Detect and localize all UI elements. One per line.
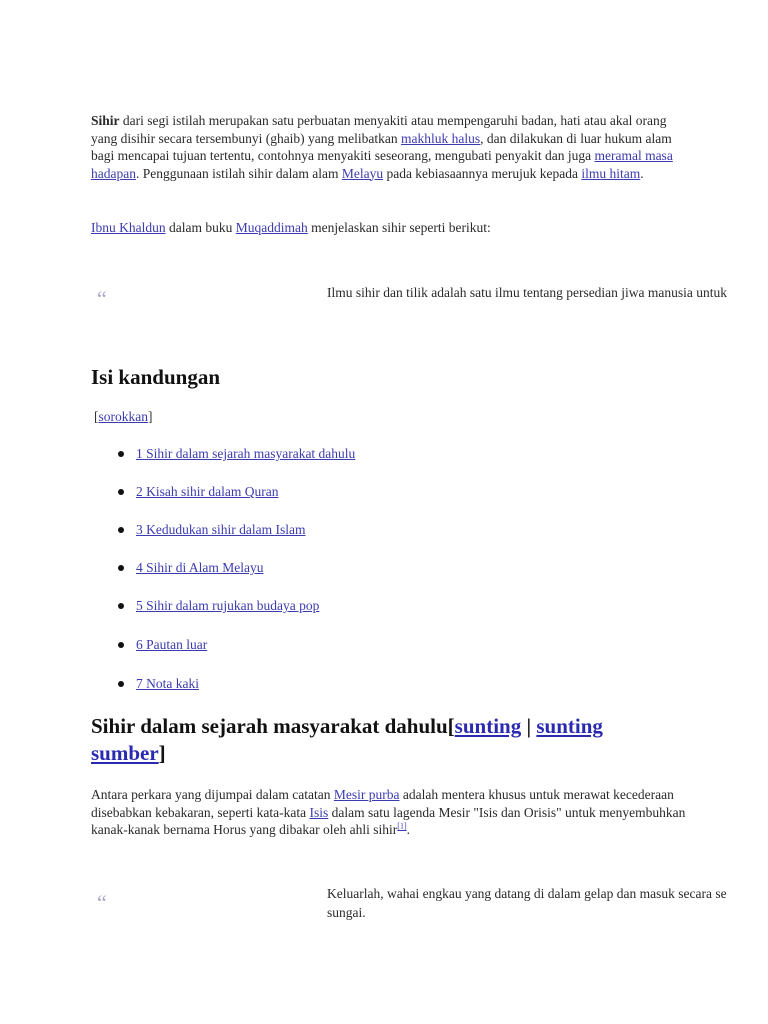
link-makhluk-halus[interactable]: makhluk halus [401,130,481,146]
toc-item [118,484,278,500]
intro-text: pada kebiasaannya merujuk kepada [383,165,582,181]
toc-hide-link[interactable]: sorokkan [98,409,148,424]
section-paragraph [91,786,691,839]
bullet-icon [118,451,124,457]
toc-link[interactable]: 1 Sihir dalam sejarah masyarakat dahulu [136,446,356,461]
toc-item [118,637,207,653]
intro-paragraph [91,112,681,182]
toc-toggle-bracket: ] [148,409,153,424]
bullet-icon [118,603,124,609]
edit-separator: | [521,714,537,738]
section-text: . [406,822,410,837]
khaldun-paragraph [91,219,681,237]
quote-text: Ilmu sihir dan tilik adalah satu ilmu tentang persedian jiwa manusia untuk [327,285,728,300]
toc-link[interactable]: 4 Sihir di Alam Melayu [136,560,264,575]
toc-link[interactable]: 7 Nota kaki [136,676,199,691]
link-meramal-masa-hadapan[interactable]: meramal masa hadapan [91,148,673,181]
toc-title: Isi kandungan [91,365,221,389]
quote-text [327,884,768,922]
bullet-icon [118,527,124,533]
toc-link[interactable]: 6 Pautan luar [136,637,208,652]
link-melayu[interactable]: Melayu [341,165,384,181]
khaldun-text: dalam buku [165,220,236,235]
link-ibnu-khaldun[interactable]: Ibnu Khaldun [91,220,166,235]
edit-bracket: ] [158,741,166,765]
intro-text: dari segi istilah merupakan satu perbuatan menyakiti atau mempengaruhi badan, hati atau akal orang yang disihir secara tersembunyi (ghaib) yang melibatkan [91,113,667,146]
bullet-icon [118,489,124,495]
bullet-icon [118,681,124,687]
edit-link[interactable]: sunting [454,714,522,738]
footnote-ref [397,822,406,831]
toc-item [118,598,319,614]
toc-item [118,446,355,462]
toc-item [118,522,305,538]
bullet-icon [118,642,124,648]
link-ilmu-hitam[interactable]: ilmu hitam [581,165,641,181]
toc-item [118,560,264,576]
intro-text: , dan dilakukan di luar hukum alam bagi mencapai tujuan tertentu, contohnya menyakiti seseorang, mengubati penyakit dan juga [91,130,672,163]
bullet-icon [118,565,124,571]
toc-item [118,676,199,692]
edit-bracket: [ [447,714,455,738]
section-heading [91,713,671,767]
toc-link[interactable]: 2 Kisah sihir dalam Quran [136,484,279,499]
khaldun-text: menjelaskan sihir seperti berikut: [307,220,491,235]
toc-toggle-bracket: [ [94,409,99,424]
intro-text: . [640,165,644,181]
link-isis[interactable]: Isis [309,804,329,820]
toc-toggle [94,409,153,425]
toc-link[interactable]: 3 Kedudukan sihir dalam Islam [136,522,306,537]
section-text: dalam satu lagenda Mesir "Isis dan Orisis" untuk menyembuhkan kanak-kanak bernama Horus yang dibakar oleh ahli sihir [91,804,686,837]
open-quote-icon: “ [97,890,107,915]
link-mesir-purba[interactable]: Mesir purba [333,787,400,802]
toc-link[interactable]: 5 Sihir dalam rujukan budaya pop [136,598,320,613]
intro-text: . Penggunaan istilah sihir dalam alam [135,165,342,181]
section-text: Antara perkara yang dijumpai dalam catatan [91,787,334,802]
quote-line: sungai. [327,905,366,920]
intro-bold-term: Sihir [91,113,120,128]
open-quote-icon: “ [97,286,107,311]
link-muqaddimah[interactable]: Muqaddimah [235,220,308,235]
quote-line: Keluarlah, wahai engkau yang datang di dalam gelap dan masuk secara se [327,886,727,901]
section-title: Sihir dalam sejarah masyarakat dahulu [91,714,448,738]
edit-source-link[interactable]: sunting sumber [91,714,603,765]
footnote-link[interactable]: [1] [397,821,407,831]
section-text: adalah mentera khusus untuk merawat kecederaan disebabkan kebakaran, seperti kata-kata [91,787,674,820]
